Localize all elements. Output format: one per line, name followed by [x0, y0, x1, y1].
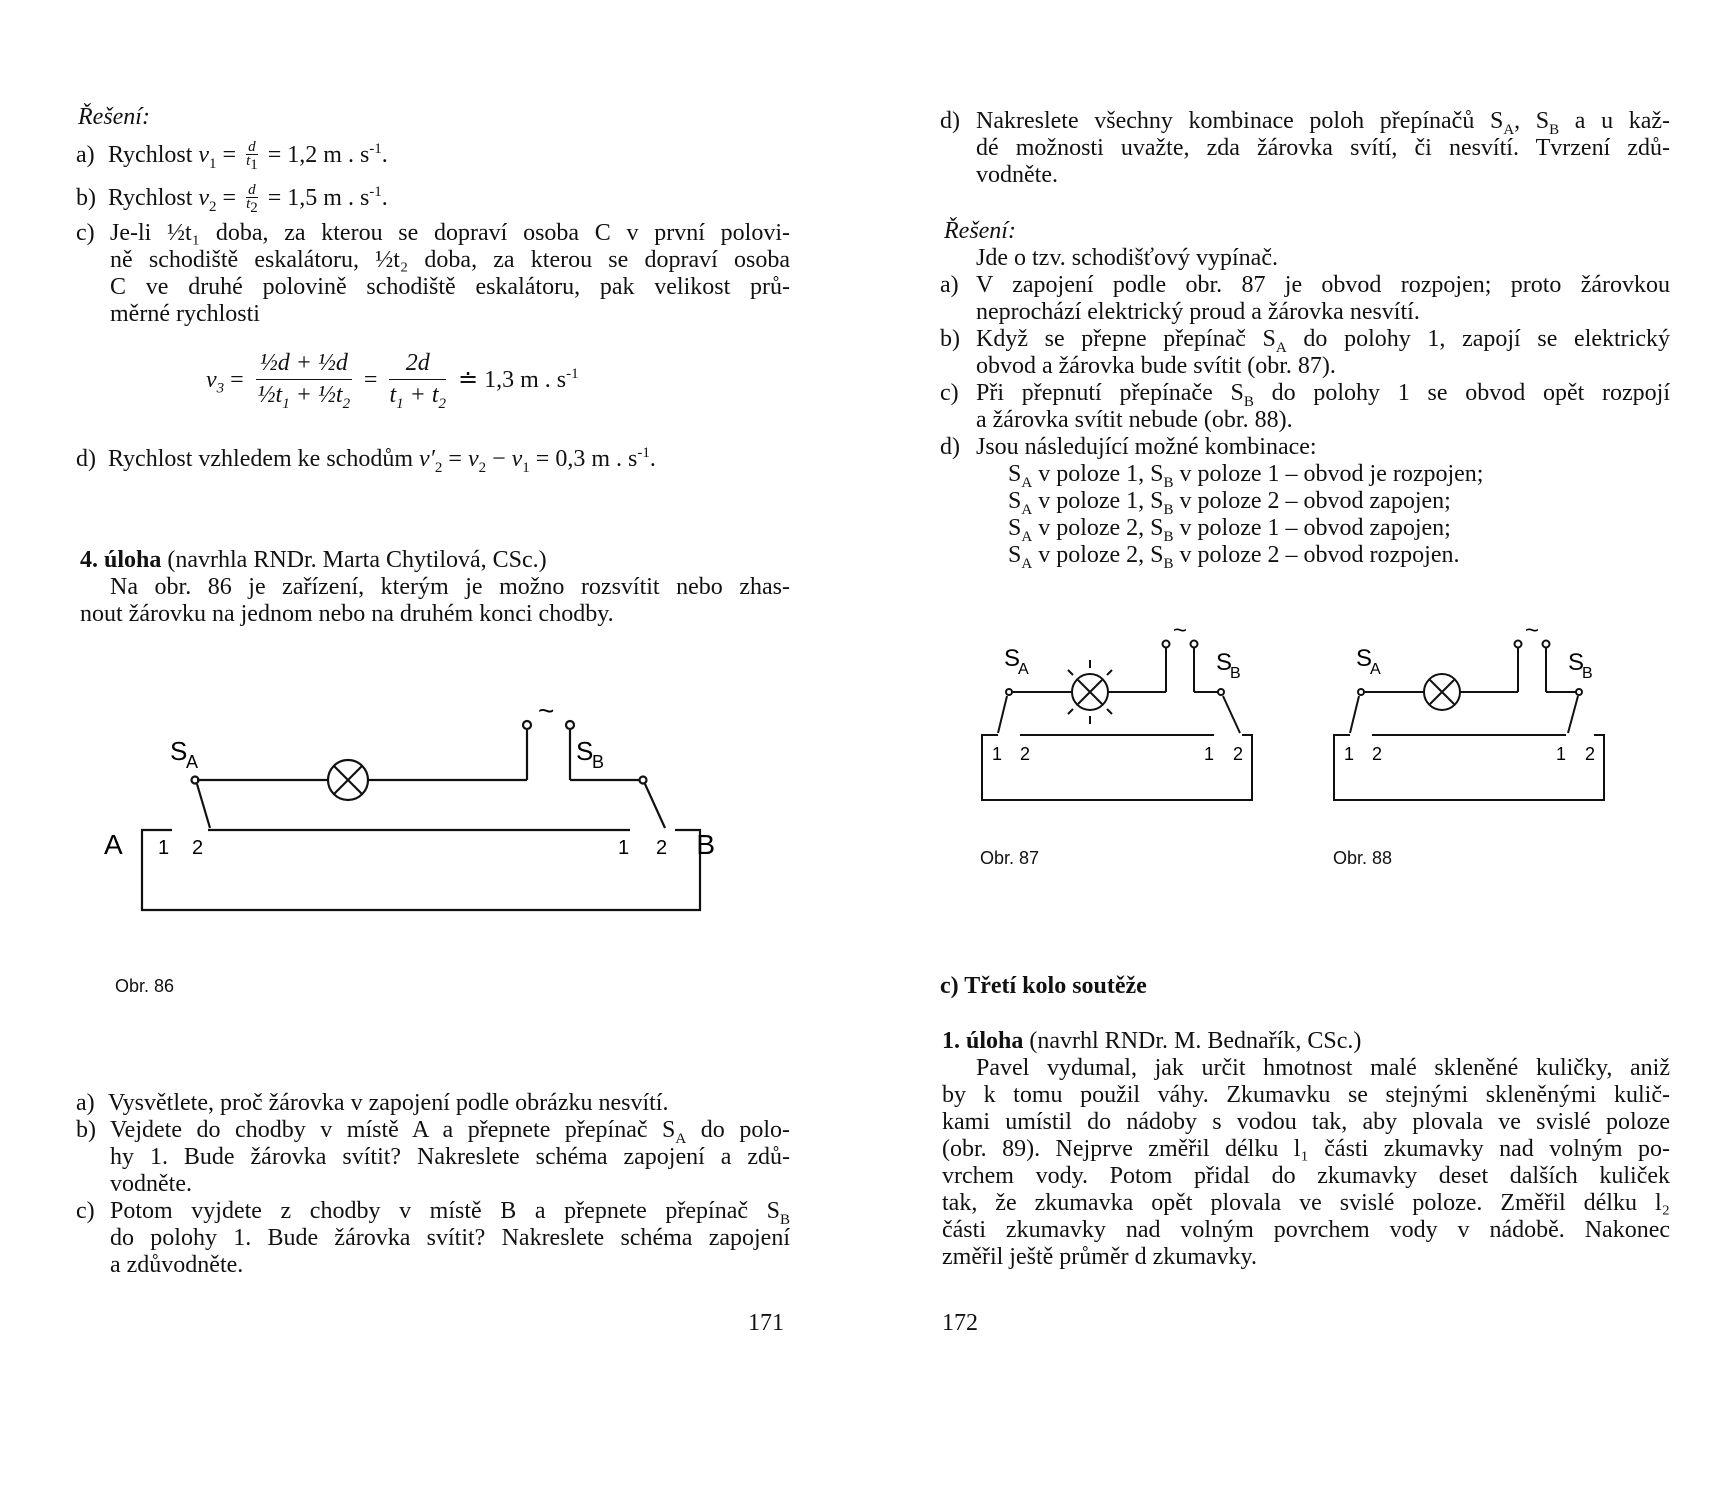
- svg-text:~: ~: [1173, 620, 1188, 644]
- question-c-line: do polohy 1. Bude žárovka svítit? Nakreslete schéma zapojení: [110, 1225, 790, 1251]
- task-1-text: by k tomu použil váhy. Zkumavku se stejnými skleněnými kulič-: [942, 1082, 1670, 1108]
- svg-text:2: 2: [1585, 744, 1596, 764]
- point-a-label: A: [104, 829, 123, 860]
- task-1-text: Pavel vydumal, jak určit hmotnost malé skleněné kuličky, aniž: [976, 1055, 1670, 1081]
- fraction-d-t2: $\frac{d}{t_2}$: [246, 181, 258, 216]
- solution-c-line: ně schodiště eskalátoru, ½t₂ doba, za kterou se dopraví osoba: [110, 247, 790, 273]
- svg-text:2: 2: [192, 837, 204, 859]
- switch-a-label: S: [1356, 645, 1373, 672]
- average-speed-equation: $v_3$ = $\frac{\text{½d + ½d}}{\frac{1}{2}t_1 + \frac{1}{2}t_2}$ = $\frac{2d}{t_1 + t_2}$ ≐ 1,3 m . $s^{-1}$: [206, 350, 579, 412]
- task-4-heading: 4. úloha (navrhla RNDr. Marta Chytilová, CSc.): [80, 547, 547, 573]
- svg-text:1: 1: [992, 744, 1003, 764]
- solution-a-line: V zapojení podle obr. 87 je obvod rozpojen; proto žárovkou: [976, 272, 1670, 298]
- combination-item: $S_A$ v poloze 2, $S_B$ v poloze 2 – obvod rozpojen.: [1008, 542, 1460, 572]
- task-1-text: kami umístil do nádoby s vodou tak, aby plovala ve svislé poloze: [942, 1109, 1670, 1135]
- svg-text:A: A: [1370, 661, 1381, 678]
- solution-c-line: a žárovka svítit nebude (obr. 88).: [976, 407, 1293, 433]
- page-number-left: 171: [748, 1310, 784, 1336]
- svg-text:B: B: [592, 752, 605, 772]
- svg-text:~: ~: [1525, 620, 1540, 644]
- question-d-line: vodněte.: [976, 162, 1058, 188]
- svg-text:B: B: [1230, 665, 1241, 682]
- circuit-diagram-fig87: [970, 620, 1260, 810]
- solution-b-line: obvod a žárovka bude svítit (obr. 87).: [976, 353, 1336, 379]
- solution-intro: Jde o tzv. schodišťový vypínač.: [976, 245, 1278, 271]
- task-4-text: nout žárovku na jednom nebo na druhém konci chodby.: [80, 601, 614, 627]
- question-c-label: c): [76, 1198, 95, 1224]
- solution-b-label: b): [940, 326, 960, 352]
- solution-b: b) Rychlost $v_2$ = $\frac{d}{t_2}$ = 1,5 m . $s^{-1}$.: [76, 181, 388, 216]
- switch-b-label: S: [1568, 649, 1585, 676]
- solution-d: d) Rychlost vzhledem ke schodům $v'_2 = v_2 - v_1 = 0,3$ m . $s^{-1}$.: [76, 445, 656, 476]
- task-1-text: tak, že zkumavka opět plovala ve svislé poloze. Změřil délku l₂: [942, 1190, 1670, 1216]
- question-d-label: d): [940, 108, 960, 134]
- figure-caption-86: Obr. 86: [115, 976, 175, 996]
- solution-a-line: neprochází elektrický proud a žárovka nesvítí.: [976, 299, 1420, 325]
- task-1-text: změřil ještě průměr d zkumavky.: [942, 1244, 1257, 1270]
- task-1-text: (obr. 89). Nejprve změřil délku l₁ části zkumavky nad volným po-: [942, 1136, 1670, 1162]
- combination-item: $S_A$ v poloze 1, $S_B$ v poloze 1 – obvod je rozpojen;: [1008, 461, 1484, 491]
- question-a: a) Vysvětlete, proč žárovka v zapojení podle obrázku nesvítí.: [76, 1090, 669, 1116]
- question-c-line: Potom vyjdete z chodby v místě B a přepnete přepínač $S_B$: [110, 1198, 790, 1228]
- svg-text:2: 2: [1020, 744, 1031, 764]
- point-b-label: B: [696, 829, 715, 860]
- svg-text:1: 1: [158, 837, 170, 859]
- switch-b-label: S: [1216, 649, 1233, 676]
- fraction-d-t1: $\frac{d}{t_1}$: [246, 138, 258, 173]
- svg-text:B: B: [1582, 665, 1593, 682]
- svg-text:A: A: [1018, 661, 1029, 678]
- solution-heading: Řešení:: [78, 104, 150, 130]
- question-d-line: Nakreslete všechny kombinace poloh přepínačů $S_A$, $S_B$ a u kaž-: [976, 108, 1671, 138]
- question-d-line: dé možnosti uvažte, zda žárovka svítí, či nesvítí. Tvrzení zdů-: [976, 135, 1670, 161]
- solution-d-label: d): [940, 434, 960, 460]
- solution-c-line: Při přepnutí přepínače $S_B$ do polohy 1 se obvod opět rozpojí: [976, 380, 1670, 410]
- solution-heading: Řešení:: [944, 218, 1016, 244]
- right-page: [860, 0, 1718, 1500]
- task-1-heading: 1. úloha (navrhl RNDr. M. Bednařík, CSc.): [942, 1028, 1362, 1054]
- switch-b-label: S: [576, 736, 594, 766]
- circuit-diagram-fig86: [100, 700, 720, 930]
- svg-text:2: 2: [1233, 744, 1244, 764]
- figure-caption-87: Obr. 87: [980, 848, 1040, 868]
- solution-d-line: Jsou následující možné kombinace:: [976, 434, 1317, 460]
- svg-text:1: 1: [618, 837, 630, 859]
- combination-item: $S_A$ v poloze 2, $S_B$ v poloze 1 – obvod zapojen;: [1008, 515, 1451, 545]
- figure-caption-88: Obr. 88: [1333, 848, 1393, 868]
- question-b-line: Vejdete do chodby v místě A a přepnete přepínač $S_A$ do polo-: [110, 1117, 790, 1147]
- question-b-label: b): [76, 1117, 96, 1143]
- svg-text:1: 1: [1556, 744, 1567, 764]
- solution-c-line: Je-li ½t₁ doba, za kterou se dopraví osoba C v první polovi-: [110, 220, 790, 246]
- solution-c-label: c): [76, 220, 95, 246]
- switch-a-label: S: [170, 736, 188, 766]
- task-4-text: Na obr. 86 je zařízení, kterým je možno rozsvítit nebo zhas-: [110, 574, 790, 600]
- svg-text:2: 2: [1372, 744, 1383, 764]
- question-b-line: vodněte.: [110, 1171, 192, 1197]
- solution-a-label: a): [940, 272, 959, 298]
- ac-source-symbol: ~: [538, 700, 555, 726]
- task-1-text: vrchem vody. Potom přidal do zkumavky deset dalších kuliček: [942, 1163, 1670, 1189]
- task-1-text: části zkumavky nad volným povrchem vody v nádobě. Nakonec: [942, 1217, 1670, 1243]
- solution-b-line: Když se přepne přepínač $S_A$ do polohy 1, zapojí se elektrický: [976, 326, 1670, 356]
- svg-text:1: 1: [1344, 744, 1355, 764]
- switch-a-label: S: [1004, 645, 1021, 672]
- svg-text:2: 2: [656, 837, 668, 859]
- solution-c-label: c): [940, 380, 959, 406]
- circuit-diagram-fig88: [1322, 620, 1612, 810]
- section-heading: c) Třetí kolo soutěže: [940, 973, 1147, 999]
- question-b-line: hy 1. Bude žárovka svítit? Nakreslete schéma zapojení a zdů-: [110, 1144, 790, 1170]
- solution-c-line: měrné rychlosti: [110, 301, 260, 327]
- svg-text:1: 1: [1204, 744, 1215, 764]
- question-c-line: a zdůvodněte.: [110, 1252, 244, 1278]
- solution-c-line: C ve druhé polovině schodiště eskalátoru, pak velikost prů-: [110, 274, 790, 300]
- combination-item: $S_A$ v poloze 1, $S_B$ v poloze 2 – obvod zapojen;: [1008, 488, 1451, 518]
- page-number-right: 172: [942, 1310, 978, 1336]
- solution-a: a) Rychlost $v_1$ = $\frac{d}{t_1}$ = 1,2 m . $s^{-1}$.: [76, 138, 388, 173]
- svg-text:A: A: [186, 752, 199, 772]
